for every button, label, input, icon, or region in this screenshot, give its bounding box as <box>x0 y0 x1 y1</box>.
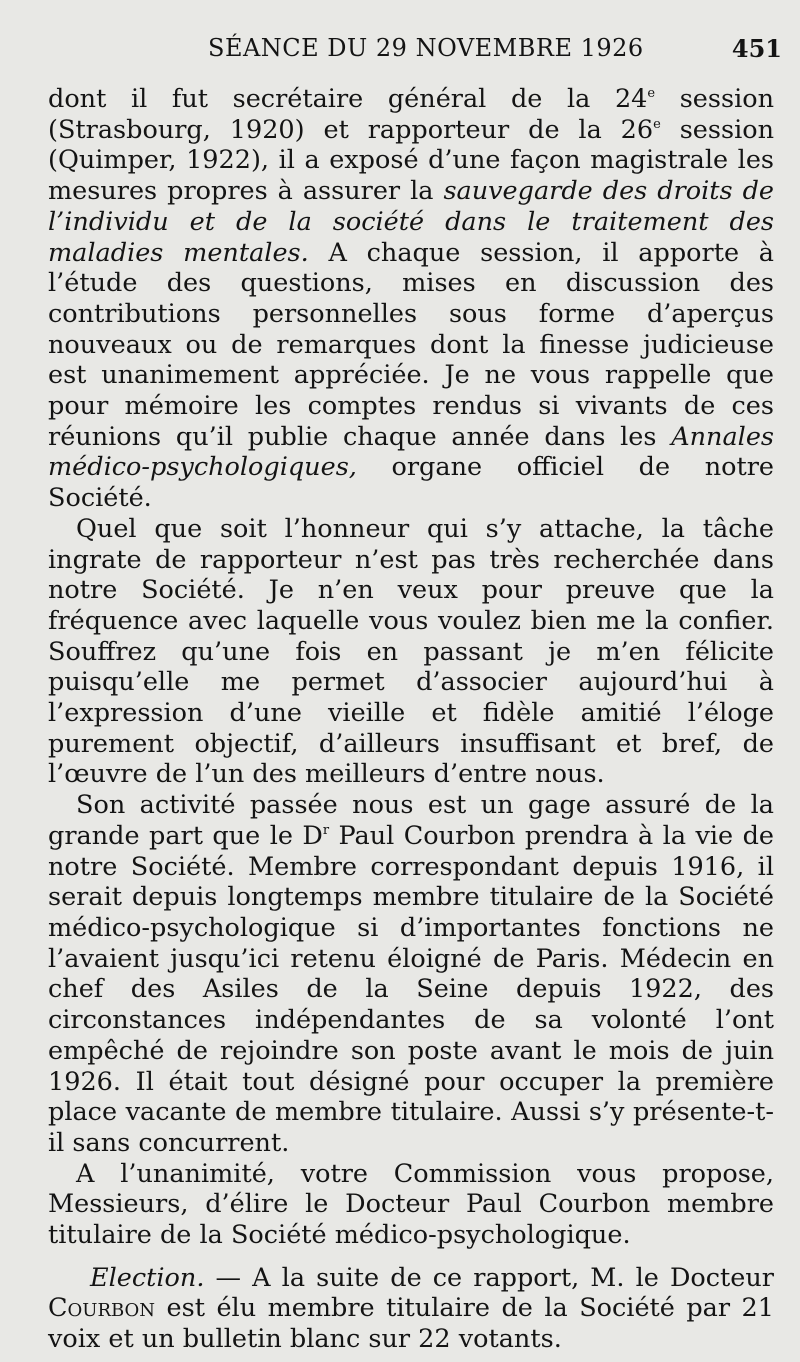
running-header <box>40 34 782 70</box>
page-number: 451 <box>731 34 782 63</box>
paragraph-1-text-d: A chaque session, il apporte à l’étude des questions, mises en discussion des contributions personnelles sous forme d’aperçus nouveaux ou de remarques dont la finesse judicieuse est unanimement appréciée. Je ne vous rappelle que pour mémoire les comptes rendus si vivants de ces réunions qu’il publie chaque année dans les <box>48 237 774 452</box>
running-title: SÉANCE DU 29 NOVEMBRE 1926 <box>208 34 644 62</box>
election-label: Election. <box>90 1262 205 1293</box>
paragraph-1-text-c: session (Quimper, 1922), il a exposé d’une façon magistrale les mesures propres à assurer la <box>48 114 774 207</box>
paragraph-activity <box>48 790 774 1158</box>
paragraph-1-text-a: dont il fut secrétaire général de la 24 <box>48 84 648 114</box>
paragraph-election <box>48 1263 774 1355</box>
paragraph-3-text-b: Paul Courbon prendra à la vie de notre Société. Membre correspondant depuis 1916, il serait depuis longtemps membre titulaire de la Société médico-psychologique si d’importantes fonctions ne l’avaient jusqu’ici retenu éloigné de Paris. Médecin en chef des Asiles de la Seine depuis 1922, des circonstances indépendantes de sa volonté l’ont empêché de rejoindre son poste avant le mois de juin 1926. Il était tout désigné pour occuper la première place vacante de membre titulaire. Aussi s’y présente-t-il sans concurrent. <box>48 820 775 1158</box>
body-text <box>48 84 774 1355</box>
journal-title: Annales médico-psychologiques, <box>48 421 774 483</box>
election-text-b: est élu membre titulaire de la Société par 21 voix et un bulletin blanc sur 22 votants. <box>48 1293 774 1355</box>
superscript-e-24: e <box>647 86 656 101</box>
paragraph-1-italic-phrase: sauvegarde des droits de l’individu et de la société dans le traitement des maladies mentales. <box>48 176 774 268</box>
paragraph-continued <box>48 84 774 514</box>
superscript-e-26: e <box>653 116 661 132</box>
superscript-r: r <box>322 822 330 838</box>
election-text-a: — A la suite de ce rapport, M. le Docteur <box>204 1262 774 1293</box>
paragraph-3-text-a: Son activité passée nous est un gage assuré de la grande part que le D <box>48 790 774 851</box>
paragraph-1-text-e: organe officiel de notre Société. <box>48 452 774 514</box>
elected-name: Courbon <box>48 1293 156 1324</box>
paragraph-1-text-b: session (Strasbourg, 1920) et rapporteur de la 26 <box>48 84 775 145</box>
paragraph-commission: A l’unanimité, votre Commission vous propose, Messieurs, d’élire le Docteur Paul Courbon membre titulaire de la Société médico-psychologique. <box>48 1158 774 1251</box>
paragraph-rapporteur: Quel que soit l’honneur qui s’y attache, la tâche ingrate de rapporteur n’est pas très recherchée dans notre Société. Je n’en veux pour preuve que la fréquence avec laquelle vous voulez bien me la confier. Souffrez qu’une fois en passant je m’en félicite puisqu’elle me permet d’associer aujourd’hui à l’expression d’une vieille et fidèle amitié l’éloge purement objectif, d’ailleurs insuffisant et bref, de l’œuvre de l’un des meilleurs d’entre nous. <box>48 513 774 790</box>
